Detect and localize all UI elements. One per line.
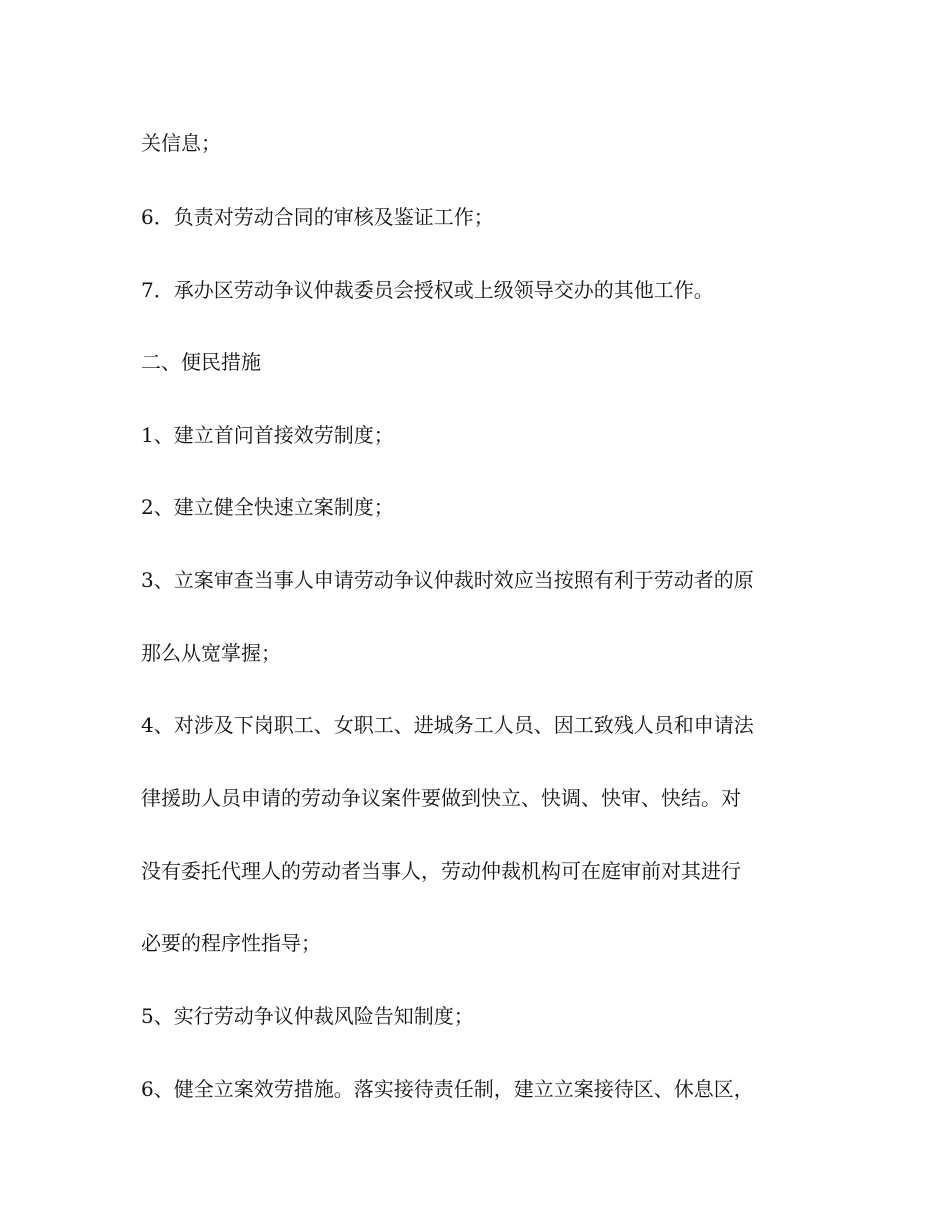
text-line-10: 律援助人员申请的劳动争议案件要做到快立、快调、快审、快结。对 bbox=[141, 786, 741, 810]
section-heading: 二、便民措施 bbox=[141, 350, 261, 374]
text-line-12: 必要的程序性指导； bbox=[141, 931, 321, 955]
text-line-6: 2、建立健全快速立案制度； bbox=[141, 495, 394, 519]
text-line-1: 关信息； bbox=[141, 131, 221, 155]
text-line-7: 3、立案审查当事人申请劳动争议仲裁时效应当按照有利于劳动者的原 bbox=[141, 568, 754, 592]
text-line-5: 1、建立首问首接效劳制度； bbox=[141, 423, 394, 447]
text-line-14: 6、健全立案效劳措施。落实接待责任制，建立立案接待区、休息区， bbox=[141, 1077, 754, 1101]
text-line-11: 没有委托代理人的劳动者当事人，劳动仲裁机构可在庭审前对其进行 bbox=[141, 859, 741, 883]
text-line-9: 4、对涉及下岗职工、女职工、进城务工人员、因工致残人员和申请法 bbox=[141, 713, 754, 737]
text-line-8: 那么从宽掌握； bbox=[141, 641, 281, 665]
text-line-13: 5、实行劳动争议仲裁风险告知制度； bbox=[141, 1004, 474, 1028]
text-line-2: 6．负责对劳动合同的审核及鉴证工作； bbox=[141, 205, 494, 229]
text-line-3: 7．承办区劳动争议仲裁委员会授权或上级领导交办的其他工作。 bbox=[141, 278, 714, 302]
